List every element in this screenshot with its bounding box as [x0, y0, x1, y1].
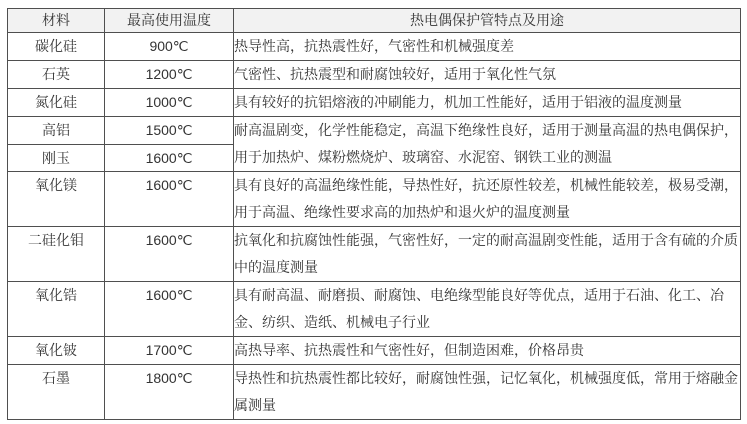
material-cell: 刚玉	[8, 144, 105, 172]
material-cell: 氮化硅	[8, 89, 105, 117]
temperature-cell: 1600℃	[105, 282, 234, 337]
temperature-cell: 1700℃	[105, 337, 234, 365]
thermocouple-protection-tube-table	[7, 8, 741, 420]
description-cell: 具有良好的高温绝缘性能，导热性好，抗还原性较差，机械性能较差，极易受潮，用于高温、绝缘性要求高的加热炉和退火炉的温度测量	[234, 172, 741, 227]
temperature-cell: 1600℃	[105, 227, 234, 282]
material-cell: 二硅化钼	[8, 227, 105, 282]
material-cell: 氧化锆	[8, 282, 105, 337]
description-cell-merged: 耐高温剧变，化学性能稳定，高温下绝缘性良好，适用于测量高温的热电偶保护，用于加热炉、煤粉燃烧炉、玻璃窑、水泥窑、钢铁工业的测温	[234, 117, 741, 172]
temperature-cell: 1200℃	[105, 61, 234, 89]
header-features: 热电偶保护管特点及用途	[234, 9, 741, 33]
temperature-cell: 1600℃	[105, 144, 234, 172]
material-cell: 氧化铍	[8, 337, 105, 365]
description-cell: 热导性高，抗热震性好，气密性和机械强度差	[234, 33, 741, 61]
header-row	[8, 9, 741, 33]
material-cell: 氧化镁	[8, 172, 105, 227]
table-row	[8, 117, 741, 145]
table-row	[8, 89, 741, 117]
table-row	[8, 172, 741, 227]
temperature-cell: 1600℃	[105, 172, 234, 227]
header-max-temp: 最高使用温度	[105, 9, 234, 33]
description-cell: 高热导率、抗热震性和气密性好，但制造困难，价格昂贵	[234, 337, 741, 365]
description-cell: 抗氧化和抗腐蚀性能强，气密性好，一定的耐高温剧变性能，适用于含有硫的介质中的温度测量	[234, 227, 741, 282]
temperature-cell: 1000℃	[105, 89, 234, 117]
description-cell: 气密性、抗热震型和耐腐蚀较好，适用于氧化性气氛	[234, 61, 741, 89]
table-row	[8, 61, 741, 89]
header-material: 材料	[8, 9, 105, 33]
material-cell: 石墨	[8, 365, 105, 420]
material-cell: 石英	[8, 61, 105, 89]
description-cell: 具有耐高温、耐磨损、耐腐蚀、电绝缘型能良好等优点，适用于石油、化工、冶金、纺织、造纸、机械电子行业	[234, 282, 741, 337]
material-cell: 碳化硅	[8, 33, 105, 61]
material-cell: 高铝	[8, 117, 105, 145]
table-row	[8, 282, 741, 337]
description-cell: 具有较好的抗铝熔液的冲刷能力，机加工性能好，适用于铝液的温度测量	[234, 89, 741, 117]
temperature-cell: 900℃	[105, 33, 234, 61]
table-header	[8, 9, 741, 33]
temperature-cell: 1800℃	[105, 365, 234, 420]
temperature-cell: 1500℃	[105, 117, 234, 145]
table-body	[8, 33, 741, 420]
description-cell: 导热性和抗热震性都比较好，耐腐蚀性强，记忆氧化，机械强度低，常用于熔融金属测量	[234, 365, 741, 420]
table-row	[8, 33, 741, 61]
table-row	[8, 337, 741, 365]
table-row	[8, 365, 741, 420]
table-row	[8, 227, 741, 282]
